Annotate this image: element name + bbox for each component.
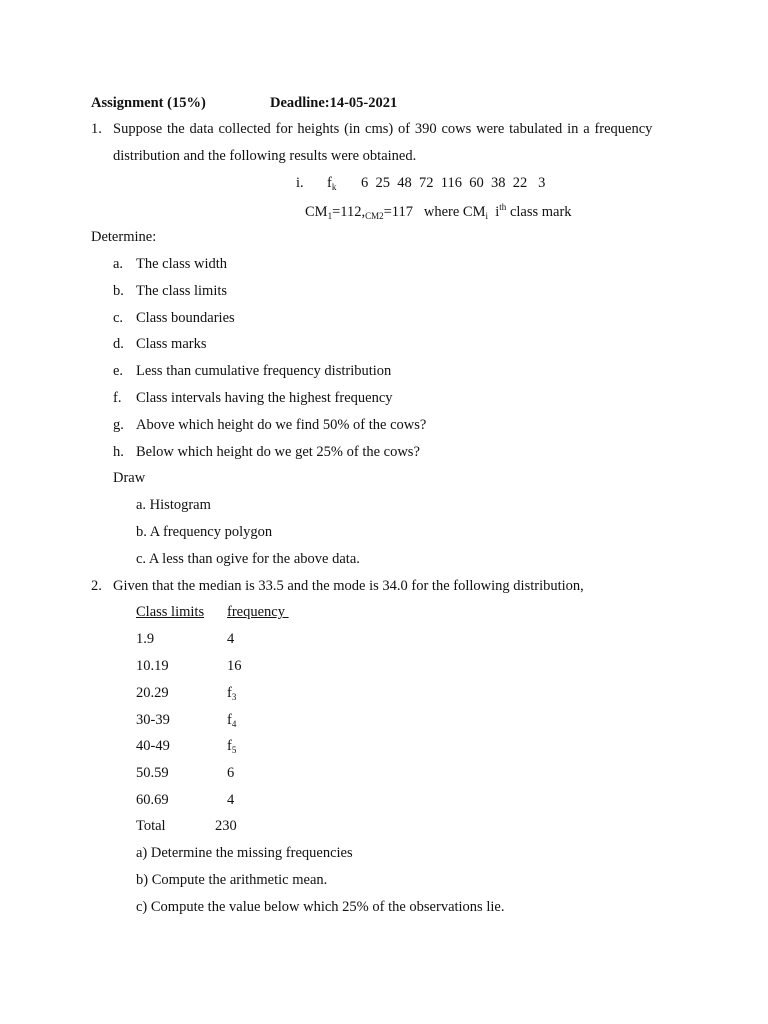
q2-row-limits: 10.19 [136,658,169,674]
q2-row-limits: 40-49 [136,738,170,754]
q2-number: 2. [91,578,102,594]
q2-header-class-limits: Class limits [136,604,205,620]
q2-row-freq: 6 [227,765,235,781]
q2-text: Given that the median is 33.5 and the mode is 34.0 for the following distribution, [113,578,584,594]
q2-row-freq: 4 [227,792,235,808]
q2-row-limits: 1.9 [136,631,155,647]
q2-row-freq: 4 [227,631,235,647]
deadline: Deadline:14-05-2021 [270,95,398,111]
q1-item-letter: a. [113,256,124,272]
q2-header-frequency: frequency [227,604,285,620]
q1-item-letter: d. [113,336,124,352]
q2-row-limits: 20.29 [136,685,169,701]
q1-item-text: Class marks [136,336,207,352]
q1-item-letter: f. [113,390,122,406]
assignment-title: Assignment (15%) [91,95,206,111]
q1-class-mark-line: $CM_1=112,_{CM2}=117$ where $CM_i$ $i^{th}$ class mark [305,202,572,221]
q1-item-text: Class boundaries [136,310,235,326]
q2-row-freq: $f_3$ [227,685,237,702]
q2-task: a) Determine the missing frequencies [136,845,353,861]
q2-row-limits: 50.59 [136,765,169,781]
q1-text-line2: distribution and the following results were obtained. [113,148,417,164]
q1-item-text: Above which height do we find 50% of the cows? [136,417,427,433]
q2-total-value: 230 [215,818,237,834]
q1-row-label: i. [296,175,304,191]
q1-text-line1: Suppose the data collected for heights (in cms) of 390 cows were tabulated in a frequency [113,121,653,137]
q2-row-freq: 16 [227,658,242,674]
q1-item-letter: h. [113,444,124,460]
q1-number: 1. [91,121,102,137]
q1-item-letter: b. [113,283,124,299]
q1-determine: Determine: [91,229,157,245]
q1-f-symbol: $f_k$ [327,175,337,192]
q1-freq-values: 6 25 48 72 116 60 38 22 3 [361,175,546,191]
q2-row-freq: $f_5$ [227,738,237,755]
q1-item-letter: c. [113,310,124,326]
q1-item-letter: e. [113,363,124,379]
q1-draw-item: a. Histogram [136,497,211,513]
q1-draw-item: b. A frequency polygon [136,524,273,540]
q2-row-limits: 60.69 [136,792,169,808]
q1-item-text: The class limits [136,283,228,299]
q1-item-text: Below which height do we get 25% of the cows? [136,444,420,460]
q1-item-text: Class intervals having the highest frequency [136,390,393,406]
q1-item-text: Less than cumulative frequency distribution [136,363,392,379]
q2-total-label: Total [136,818,166,834]
q1-item-letter: g. [113,417,124,433]
q2-row-freq: $f_4$ [227,712,237,729]
q1-draw-item: c. A less than ogive for the above data. [136,551,360,567]
q2-task: b) Compute the arithmetic mean. [136,872,328,888]
q2-task: c) Compute the value below which 25% of the observations lie. [136,899,505,915]
q1-draw-label: Draw [113,470,146,486]
q2-row-limits: 30-39 [136,712,170,728]
q1-item-text: The class width [136,256,228,272]
